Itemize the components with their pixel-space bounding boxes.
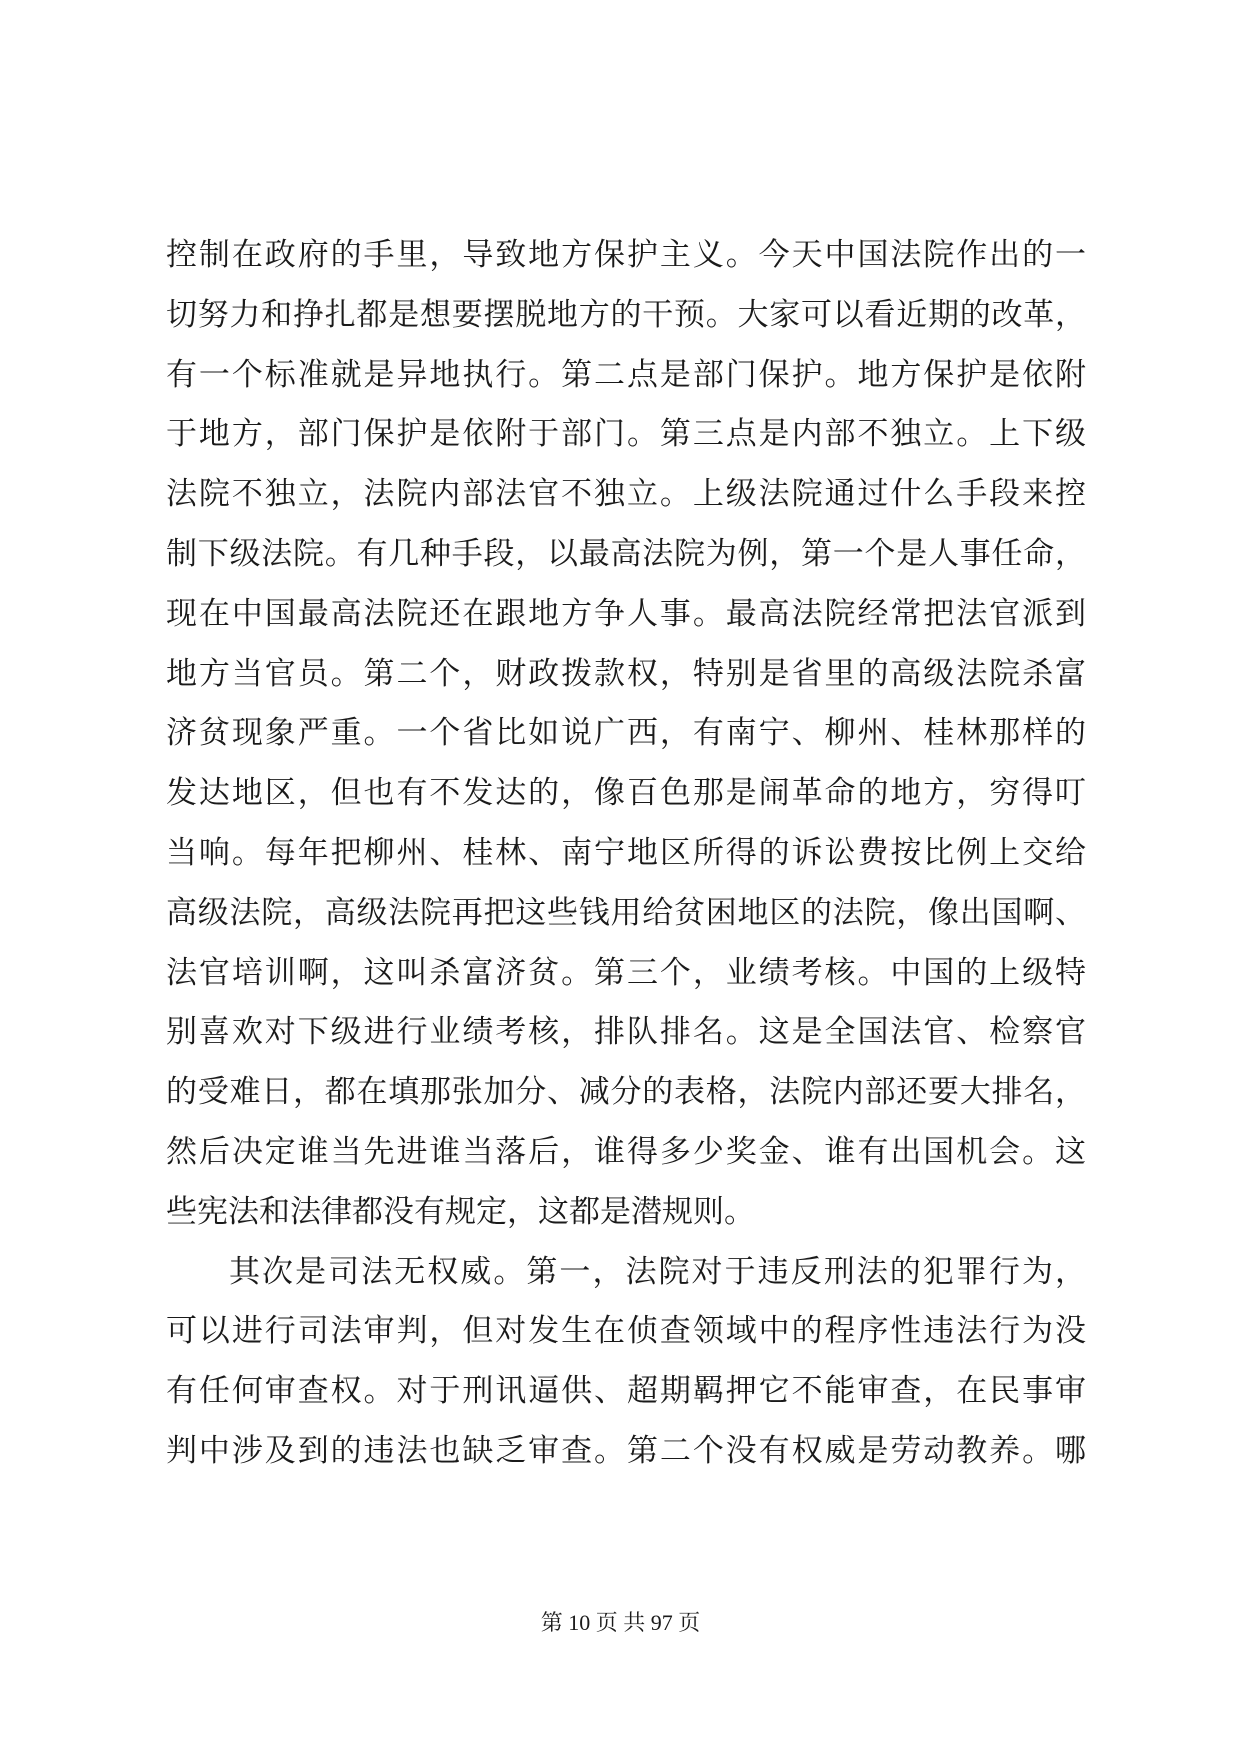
- paragraph-first-line: 其次是司法无权威。第一，法院对于违反刑法的犯罪行为，: [229, 1253, 1086, 1290]
- text-line: 制下级法院。有几种手段，以最高法院为例，第一个是人事任命，: [166, 535, 1086, 572]
- text-line: 于地方，部门保护是依附于部门。第三点是内部不独立。上下级: [166, 416, 1086, 453]
- text-line: 切努力和挣扎都是想要摆脱地方的干预。大家可以看近期的改革，: [166, 296, 1086, 333]
- text-line: 别喜欢对下级进行业绩考核，排队排名。这是全国法官、检察官: [166, 1014, 1086, 1051]
- text-line: 发达地区，但也有不发达的，像百色那是闹革命的地方，穷得叮: [166, 775, 1086, 812]
- body-text: [166, 226, 1086, 1482]
- text-line: 现在中国最高法院还在跟地方争人事。最高法院经常把法官派到: [166, 595, 1086, 632]
- text-line: 法官培训啊，这叫杀富济贫。第三个，业绩考核。中国的上级特: [166, 954, 1086, 991]
- text-line: 法院不独立，法院内部法官不独立。上级法院通过什么手段来控: [166, 476, 1086, 513]
- text-line: 可以进行司法审判，但对发生在侦查领域中的程序性违法行为没: [166, 1313, 1086, 1350]
- text-line: 地方当官员。第二个，财政拨款权，特别是省里的高级法院杀富: [166, 655, 1086, 692]
- text-line: 控制在政府的手里，导致地方保护主义。今天中国法院作出的一: [166, 237, 1086, 273]
- text-line: 些宪法和法律都没有规定，这都是潜规则。: [166, 1193, 755, 1230]
- text-line: 然后决定谁当先进谁当落后，谁得多少奖金、谁有出国机会。这: [166, 1133, 1086, 1170]
- text-line: 济贫现象严重。一个省比如说广西，有南宁、柳州、桂林那样的: [166, 715, 1086, 752]
- page-number-footer: 第 10 页 共 97 页: [540, 1610, 701, 1635]
- text-line: 的受难日，都在填那张加分、减分的表格，法院内部还要大排名，: [166, 1074, 1086, 1111]
- text-line: 当响。每年把柳州、桂林、南宁地区所得的诉讼费按比例上交给: [166, 834, 1086, 871]
- text-line: 高级法院，高级法院再把这些钱用给贫困地区的法院，像出国啊、: [166, 894, 1086, 931]
- text-line: 判中涉及到的违法也缺乏审查。第二个没有权威是劳动教养。哪: [166, 1432, 1086, 1469]
- text-line: 有任何审查权。对于刑讯逼供、超期羁押它不能审查，在民事审: [166, 1373, 1086, 1410]
- text-line: 有一个标准就是异地执行。第二点是部门保护。地方保护是依附: [166, 356, 1086, 393]
